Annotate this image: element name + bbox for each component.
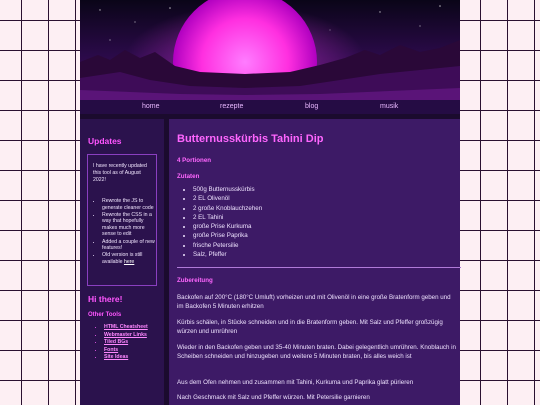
divider (177, 267, 461, 268)
step-paragraph: Kürbis schälen, in Stücke schneiden und in die Bratenform geben. Mit Salz und Pfeffer großzügig würzen und umrühren (177, 319, 443, 336)
ingredient-item: • 2 EL Olivenöl (193, 194, 262, 203)
nav-home[interactable]: home (142, 103, 160, 110)
update-item: • Added a couple of new features! (102, 239, 158, 252)
ingredients-list (177, 185, 262, 259)
nav-rezepte[interactable]: rezepte (220, 103, 244, 110)
step-paragraph: Aus dem Ofen nehmen und zusammen mit Tahini, Kurkuma und Paprika glatt pürieren (177, 379, 414, 386)
updates-box (87, 154, 157, 286)
sidebar (80, 119, 164, 405)
hi-there-title: Hi there! (88, 294, 123, 304)
update-item: • Rewrote the CSS in a way that hopefully makes much more sense to edit (102, 212, 158, 238)
synthwave-sun-image (80, 0, 460, 100)
header-banner (80, 0, 460, 100)
old-version-link[interactable]: here (123, 258, 135, 265)
ingredients-title: Zutaten (177, 173, 200, 180)
top-nav (80, 100, 460, 114)
page-wrapper (80, 0, 460, 405)
other-tools-title: Other Tools (88, 312, 122, 318)
tool-link-fonts[interactable]: Fonts (104, 346, 119, 353)
tool-link-tiled-bgs[interactable]: Tiled BGs (104, 339, 129, 345)
tools-list (88, 324, 148, 362)
updates-intro: I have recently updated this tool as of August 2022! (93, 163, 147, 183)
old-version-text: Old version is still available (102, 252, 143, 265)
tool-link-site-ideas[interactable]: Site Ideas (104, 354, 129, 360)
step-paragraph: Backofen auf 200°C (180°C Umluft) vorheizen und mit Olivenöl in eine große Bratenform geben und im Backofen 5 Minuten erhitzen (177, 294, 451, 311)
tool-link-webmaster-links[interactable]: Webmaster Links (104, 331, 147, 338)
updates-list (93, 198, 158, 266)
updates-title: Updates (88, 136, 122, 146)
step-paragraph: Wieder in den Backofen geben und 35-40 Minuten braten. Dabei gelegentlich umrühren. Knoblauch in Scheiben schneiden und hinzugeben und weitere 5 Minuten braten, bis alles weich ist (177, 344, 456, 361)
portions-label: 4 Portionen (177, 157, 212, 164)
ingredient-item: • große Prise Paprika (193, 231, 262, 240)
ingredient-item: • Salz, Pfeffer (193, 250, 262, 259)
tool-link-html-cheatsheet[interactable]: HTML Cheatsheet (104, 324, 148, 330)
recipe-title: Butternusskürbis Tahini Dip (177, 133, 324, 145)
step-paragraph: Nach Geschmack mit Salz und Pfeffer würzen. Mit Petersilie garnieren (177, 394, 370, 401)
ingredient-item: • 2 große Knoblauchzehen (193, 204, 262, 213)
main-content (169, 119, 460, 405)
update-item-old-version (102, 252, 158, 265)
ingredient-item: • 2 EL Tahini (193, 213, 262, 222)
nav-blog[interactable]: blog (305, 103, 319, 110)
nav-musik[interactable]: musik (380, 103, 399, 110)
preparation-title: Zubereitung (177, 277, 213, 284)
ingredient-item: • frische Petersilie (193, 241, 262, 250)
ingredient-item: • 500g Butternusskürbis (193, 185, 262, 194)
ingredient-item: • große Prise Kurkuma (193, 222, 262, 231)
update-item: • Rewrote the JS to generate cleaner code (102, 198, 158, 211)
